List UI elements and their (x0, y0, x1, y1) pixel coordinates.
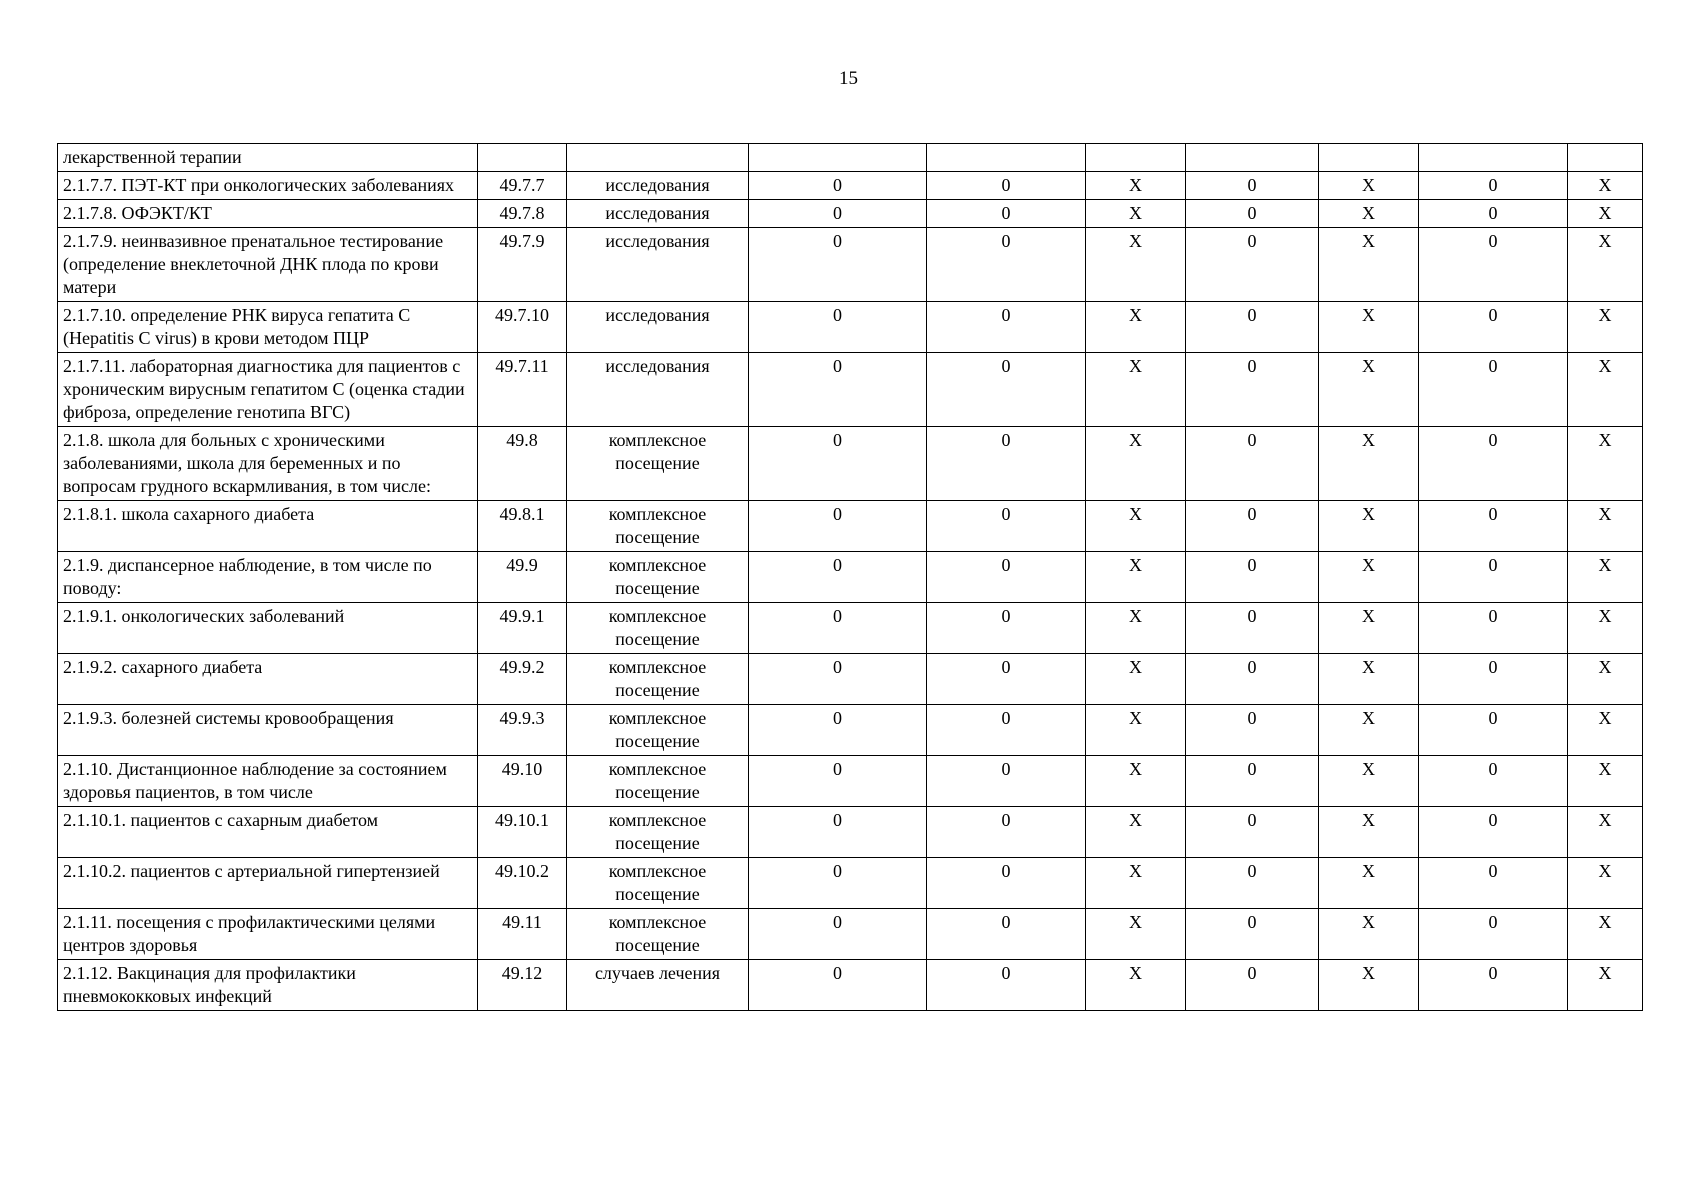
row-value-cell: X (1086, 302, 1186, 353)
row-value-cell: 0 (1419, 756, 1568, 807)
row-value-cell: 0 (1419, 654, 1568, 705)
row-value-cell: 0 (749, 858, 927, 909)
row-name-cell: 2.1.10.2. пациентов с артериальной гипертензией (58, 858, 478, 909)
table-body (58, 144, 1643, 1011)
row-value-cell: 0 (749, 228, 927, 302)
row-unit-cell: исследования (567, 353, 749, 427)
row-value-cell (927, 144, 1086, 172)
table-row (58, 427, 1643, 501)
row-value-cell: 0 (1419, 172, 1568, 200)
row-value-cell: 0 (749, 427, 927, 501)
row-value-cell: 0 (1419, 960, 1568, 1011)
row-value-cell: 0 (927, 501, 1086, 552)
table-row (58, 144, 1643, 172)
table-row (58, 654, 1643, 705)
row-value-cell: X (1568, 705, 1643, 756)
row-value-cell: 0 (749, 909, 927, 960)
row-name-cell: 2.1.12. Вакцинация для профилактики пневмококковых инфекций (58, 960, 478, 1011)
row-value-cell: X (1086, 172, 1186, 200)
row-value-cell: 0 (927, 172, 1086, 200)
table-row (58, 858, 1643, 909)
table-row (58, 705, 1643, 756)
table-row (58, 353, 1643, 427)
row-value-cell: 0 (927, 427, 1086, 501)
table-row (58, 501, 1643, 552)
row-code-cell: 49.7.10 (478, 302, 567, 353)
row-value-cell (1568, 144, 1643, 172)
row-value-cell: X (1319, 654, 1419, 705)
row-value-cell: X (1086, 427, 1186, 501)
row-value-cell: 0 (749, 200, 927, 228)
table-row (58, 960, 1643, 1011)
row-value-cell: 0 (749, 501, 927, 552)
row-code-cell: 49.7.9 (478, 228, 567, 302)
row-unit-cell: комплексное посещение (567, 552, 749, 603)
row-value-cell: 0 (1186, 302, 1319, 353)
row-unit-cell: комплексное посещение (567, 909, 749, 960)
data-table (57, 143, 1643, 1011)
row-value-cell: 0 (1186, 501, 1319, 552)
row-value-cell: X (1086, 858, 1186, 909)
row-code-cell: 49.7.7 (478, 172, 567, 200)
table-row (58, 756, 1643, 807)
row-unit-cell: исследования (567, 200, 749, 228)
table-row (58, 807, 1643, 858)
row-value-cell: X (1319, 756, 1419, 807)
row-value-cell: X (1319, 501, 1419, 552)
row-code-cell: 49.10 (478, 756, 567, 807)
row-value-cell: X (1319, 228, 1419, 302)
row-value-cell: X (1568, 172, 1643, 200)
row-unit-cell: комплексное посещение (567, 756, 749, 807)
row-value-cell: 0 (927, 228, 1086, 302)
row-code-cell: 49.9.2 (478, 654, 567, 705)
row-value-cell: 0 (1186, 756, 1319, 807)
row-value-cell: 0 (1419, 353, 1568, 427)
row-name-cell: 2.1.7.8. ОФЭКТ/КТ (58, 200, 478, 228)
table-row (58, 302, 1643, 353)
row-code-cell: 49.10.1 (478, 807, 567, 858)
row-value-cell: 0 (927, 705, 1086, 756)
row-value-cell: X (1568, 960, 1643, 1011)
row-value-cell: 0 (927, 807, 1086, 858)
row-value-cell: X (1086, 228, 1186, 302)
row-unit-cell: комплексное посещение (567, 501, 749, 552)
row-value-cell: X (1568, 353, 1643, 427)
row-value-cell: 0 (1186, 705, 1319, 756)
row-value-cell (749, 144, 927, 172)
row-value-cell: 0 (1186, 654, 1319, 705)
row-value-cell: X (1319, 909, 1419, 960)
row-name-cell: 2.1.9.3. болезней системы кровообращения (58, 705, 478, 756)
table-row (58, 200, 1643, 228)
row-unit-cell: комплексное посещение (567, 807, 749, 858)
row-value-cell: X (1086, 960, 1186, 1011)
row-value-cell: X (1086, 353, 1186, 427)
row-code-cell: 49.8 (478, 427, 567, 501)
row-code-cell: 49.9.1 (478, 603, 567, 654)
row-unit-cell: комплексное посещение (567, 427, 749, 501)
row-value-cell: 0 (1186, 172, 1319, 200)
row-value-cell: X (1568, 200, 1643, 228)
row-value-cell: X (1319, 552, 1419, 603)
row-value-cell: X (1319, 807, 1419, 858)
row-value-cell: 0 (749, 705, 927, 756)
row-value-cell: 0 (927, 654, 1086, 705)
row-value-cell: 0 (927, 909, 1086, 960)
row-value-cell: 0 (1419, 705, 1568, 756)
row-value-cell: X (1568, 807, 1643, 858)
row-value-cell: X (1319, 603, 1419, 654)
row-value-cell: 0 (927, 756, 1086, 807)
row-value-cell: X (1319, 858, 1419, 909)
page-number: 15 (839, 68, 858, 89)
row-value-cell: 0 (749, 552, 927, 603)
row-name-cell: лекарственной терапии (58, 144, 478, 172)
row-value-cell: 0 (1419, 552, 1568, 603)
row-value-cell: 0 (749, 960, 927, 1011)
row-value-cell: 0 (927, 603, 1086, 654)
row-value-cell: 0 (749, 654, 927, 705)
row-value-cell: 0 (749, 603, 927, 654)
row-value-cell: 0 (1186, 228, 1319, 302)
row-value-cell: X (1319, 427, 1419, 501)
row-value-cell: X (1319, 705, 1419, 756)
row-unit-cell: исследования (567, 302, 749, 353)
row-value-cell: 0 (927, 353, 1086, 427)
row-value-cell: X (1568, 552, 1643, 603)
row-unit-cell: исследования (567, 228, 749, 302)
row-code-cell (478, 144, 567, 172)
row-value-cell: X (1319, 302, 1419, 353)
row-value-cell: X (1086, 654, 1186, 705)
row-value-cell: X (1086, 603, 1186, 654)
row-value-cell: 0 (1419, 200, 1568, 228)
table-row (58, 552, 1643, 603)
row-value-cell: 0 (1186, 858, 1319, 909)
row-name-cell: 2.1.9. диспансерное наблюдение, в том числе по поводу: (58, 552, 478, 603)
row-value-cell: 0 (749, 807, 927, 858)
row-value-cell (1086, 144, 1186, 172)
row-value-cell (1319, 144, 1419, 172)
row-value-cell: 0 (1419, 302, 1568, 353)
row-value-cell: 0 (749, 353, 927, 427)
row-name-cell: 2.1.9.2. сахарного диабета (58, 654, 478, 705)
row-name-cell: 2.1.7.11. лабораторная диагностика для пациентов с хроническим вирусным гепатитом С (оценка стадии фиброза, определение генотипа ВГС) (58, 353, 478, 427)
row-code-cell: 49.9.3 (478, 705, 567, 756)
row-name-cell: 2.1.8.1. школа сахарного диабета (58, 501, 478, 552)
row-value-cell: 0 (1419, 603, 1568, 654)
row-value-cell: X (1319, 960, 1419, 1011)
row-unit-cell: комплексное посещение (567, 603, 749, 654)
row-code-cell: 49.10.2 (478, 858, 567, 909)
row-value-cell: 0 (1186, 909, 1319, 960)
row-value-cell (1186, 144, 1319, 172)
row-value-cell: X (1568, 228, 1643, 302)
row-value-cell: X (1568, 756, 1643, 807)
table-row (58, 172, 1643, 200)
row-value-cell: X (1086, 552, 1186, 603)
row-value-cell: 0 (1419, 501, 1568, 552)
row-name-cell: 2.1.8. школа для больных с хроническими заболеваниями, школа для беременных и по вопросам грудного вскармливания, в том числе: (58, 427, 478, 501)
row-value-cell: 0 (1186, 807, 1319, 858)
table-row (58, 603, 1643, 654)
row-value-cell: X (1568, 603, 1643, 654)
row-name-cell: 2.1.10. Дистанционное наблюдение за состоянием здоровья пациентов, в том числе (58, 756, 478, 807)
row-value-cell: 0 (927, 960, 1086, 1011)
row-value-cell: X (1568, 427, 1643, 501)
row-name-cell: 2.1.9.1. онкологических заболеваний (58, 603, 478, 654)
row-value-cell: X (1568, 654, 1643, 705)
row-unit-cell (567, 144, 749, 172)
table-row (58, 228, 1643, 302)
row-code-cell: 49.11 (478, 909, 567, 960)
row-code-cell: 49.8.1 (478, 501, 567, 552)
row-value-cell: 0 (1419, 909, 1568, 960)
row-value-cell: 0 (1186, 603, 1319, 654)
row-unit-cell: исследования (567, 172, 749, 200)
row-value-cell: X (1568, 909, 1643, 960)
row-value-cell: X (1568, 858, 1643, 909)
row-value-cell: X (1086, 807, 1186, 858)
row-name-cell: 2.1.10.1. пациентов с сахарным диабетом (58, 807, 478, 858)
row-value-cell: X (1568, 302, 1643, 353)
row-name-cell: 2.1.7.7. ПЭТ-КТ при онкологических заболеваниях (58, 172, 478, 200)
row-value-cell: 0 (1419, 858, 1568, 909)
row-value-cell: 0 (927, 302, 1086, 353)
row-code-cell: 49.7.8 (478, 200, 567, 228)
row-value-cell: X (1568, 501, 1643, 552)
row-code-cell: 49.7.11 (478, 353, 567, 427)
row-value-cell: 0 (1186, 552, 1319, 603)
row-value-cell: 0 (1186, 427, 1319, 501)
row-value-cell: 0 (1186, 353, 1319, 427)
row-value-cell: 0 (927, 200, 1086, 228)
row-value-cell: 0 (1419, 807, 1568, 858)
row-name-cell: 2.1.11. посещения с профилактическими целями центров здоровья (58, 909, 478, 960)
row-value-cell: 0 (927, 858, 1086, 909)
row-value-cell: 0 (1419, 228, 1568, 302)
row-value-cell: 0 (749, 172, 927, 200)
row-value-cell: X (1086, 909, 1186, 960)
row-code-cell: 49.12 (478, 960, 567, 1011)
row-value-cell (1419, 144, 1568, 172)
row-unit-cell: комплексное посещение (567, 705, 749, 756)
row-value-cell: X (1319, 200, 1419, 228)
row-value-cell: 0 (1186, 200, 1319, 228)
row-value-cell: X (1086, 501, 1186, 552)
table-row (58, 909, 1643, 960)
row-code-cell: 49.9 (478, 552, 567, 603)
row-value-cell: X (1086, 705, 1186, 756)
row-unit-cell: случаев лечения (567, 960, 749, 1011)
row-value-cell: X (1086, 756, 1186, 807)
row-value-cell: 0 (1186, 960, 1319, 1011)
row-value-cell: X (1319, 353, 1419, 427)
row-value-cell: 0 (1419, 427, 1568, 501)
row-value-cell: 0 (749, 756, 927, 807)
row-value-cell: 0 (927, 552, 1086, 603)
row-value-cell: X (1086, 200, 1186, 228)
row-value-cell: 0 (749, 302, 927, 353)
row-name-cell: 2.1.7.9. неинвазивное пренатальное тестирование (определение внеклеточной ДНК плода по крови матери (58, 228, 478, 302)
row-unit-cell: комплексное посещение (567, 858, 749, 909)
row-name-cell: 2.1.7.10. определение РНК вируса гепатита С (Hepatitis C virus) в крови методом ПЦР (58, 302, 478, 353)
row-unit-cell: комплексное посещение (567, 654, 749, 705)
row-value-cell: X (1319, 172, 1419, 200)
